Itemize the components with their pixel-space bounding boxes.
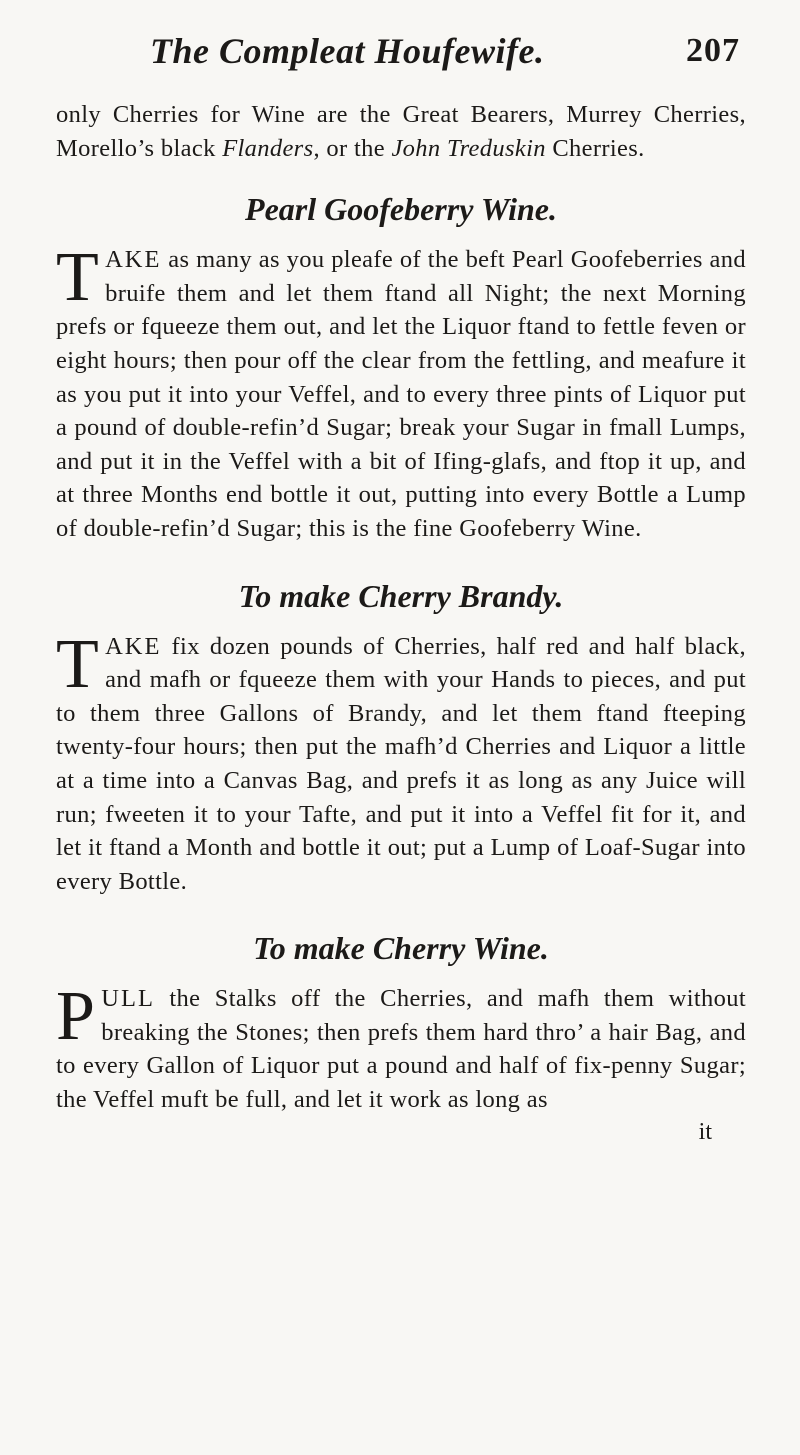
recipe-paragraph xyxy=(56,625,746,899)
lead-caps: AKE xyxy=(105,246,162,274)
intro-italic: John Treduskin xyxy=(391,134,546,162)
section-heading: To make Cherry Brandy. xyxy=(238,577,564,614)
recipe-body: as many as you pleafe of the beft Pearl Goofeberries and bruife them and let them ftand all Night; the next Morning prefs or fqueeze them out, and let the Liquor ftand to fettle feven or eight hours; then pour off the clear from the fettling, and meafure it as you put it into your Veffel, and to every three pints of Liquor put a pound of double-refin’d Sugar; break your Sugar in fmall Lumps, and put it in the Veffel with a bit of Ifing-glafs, and ftop it up, and at three Months end bottle it out, putting into every Bottle a Lump of double-refin’d Sugar; this is the fine Goofeberry Wine. xyxy=(56,246,746,542)
recipe-paragraph xyxy=(56,978,746,1116)
intro-text: Cherries. xyxy=(545,134,645,162)
recipe-paragraph xyxy=(56,239,746,545)
book-page xyxy=(56,30,746,1147)
page-number: 207 xyxy=(686,32,740,69)
lead-caps: ULL xyxy=(101,985,155,1013)
recipe-body: the Stalks off the Cherries, and mafh them without breaking the Stones; then prefs them hard thro’ a hair Bag, and to every Gallon of Liquor put a pound and half of fix-penny Sugar; the Veffel muft be full, and let it work as long as xyxy=(56,985,746,1114)
section-heading: To make Cherry Wine. xyxy=(253,930,549,967)
recipe-body: fix dozen pounds of Cherries, half red and half black, and mafh or fqueeze them with your Hands to pieces, and put to them three Gallons of Brandy, and let them ftand fteeping twenty-four hours; then put the mafh’d Cherries and Liquor a little at a time into a Canvas Bag, and prefs it as long as any Juice will run; fweeten it to your Tafte, and put it into a Veffel fit for it, and let it ftand a Month and bottle it out; put a Lump of Loaf-Sugar into every Bottle. xyxy=(56,632,746,895)
intro-text: , or the xyxy=(313,134,392,162)
drop-cap: T xyxy=(56,239,100,317)
drop-cap: P xyxy=(56,978,96,1056)
drop-cap: T xyxy=(56,625,100,703)
intro-text: only Cherries for Wine are the Great Bearers, Murrey Cherries, Morello’s black xyxy=(56,101,746,162)
lead-caps: AKE xyxy=(105,632,162,660)
catchword: it xyxy=(698,1118,712,1145)
running-title: The Compleat Houfewife. xyxy=(150,31,545,71)
intro-italic: Flanders xyxy=(222,134,314,162)
section-heading: Pearl Goofeberry Wine. xyxy=(245,191,557,228)
intro-paragraph xyxy=(56,98,746,165)
running-head xyxy=(56,30,746,86)
